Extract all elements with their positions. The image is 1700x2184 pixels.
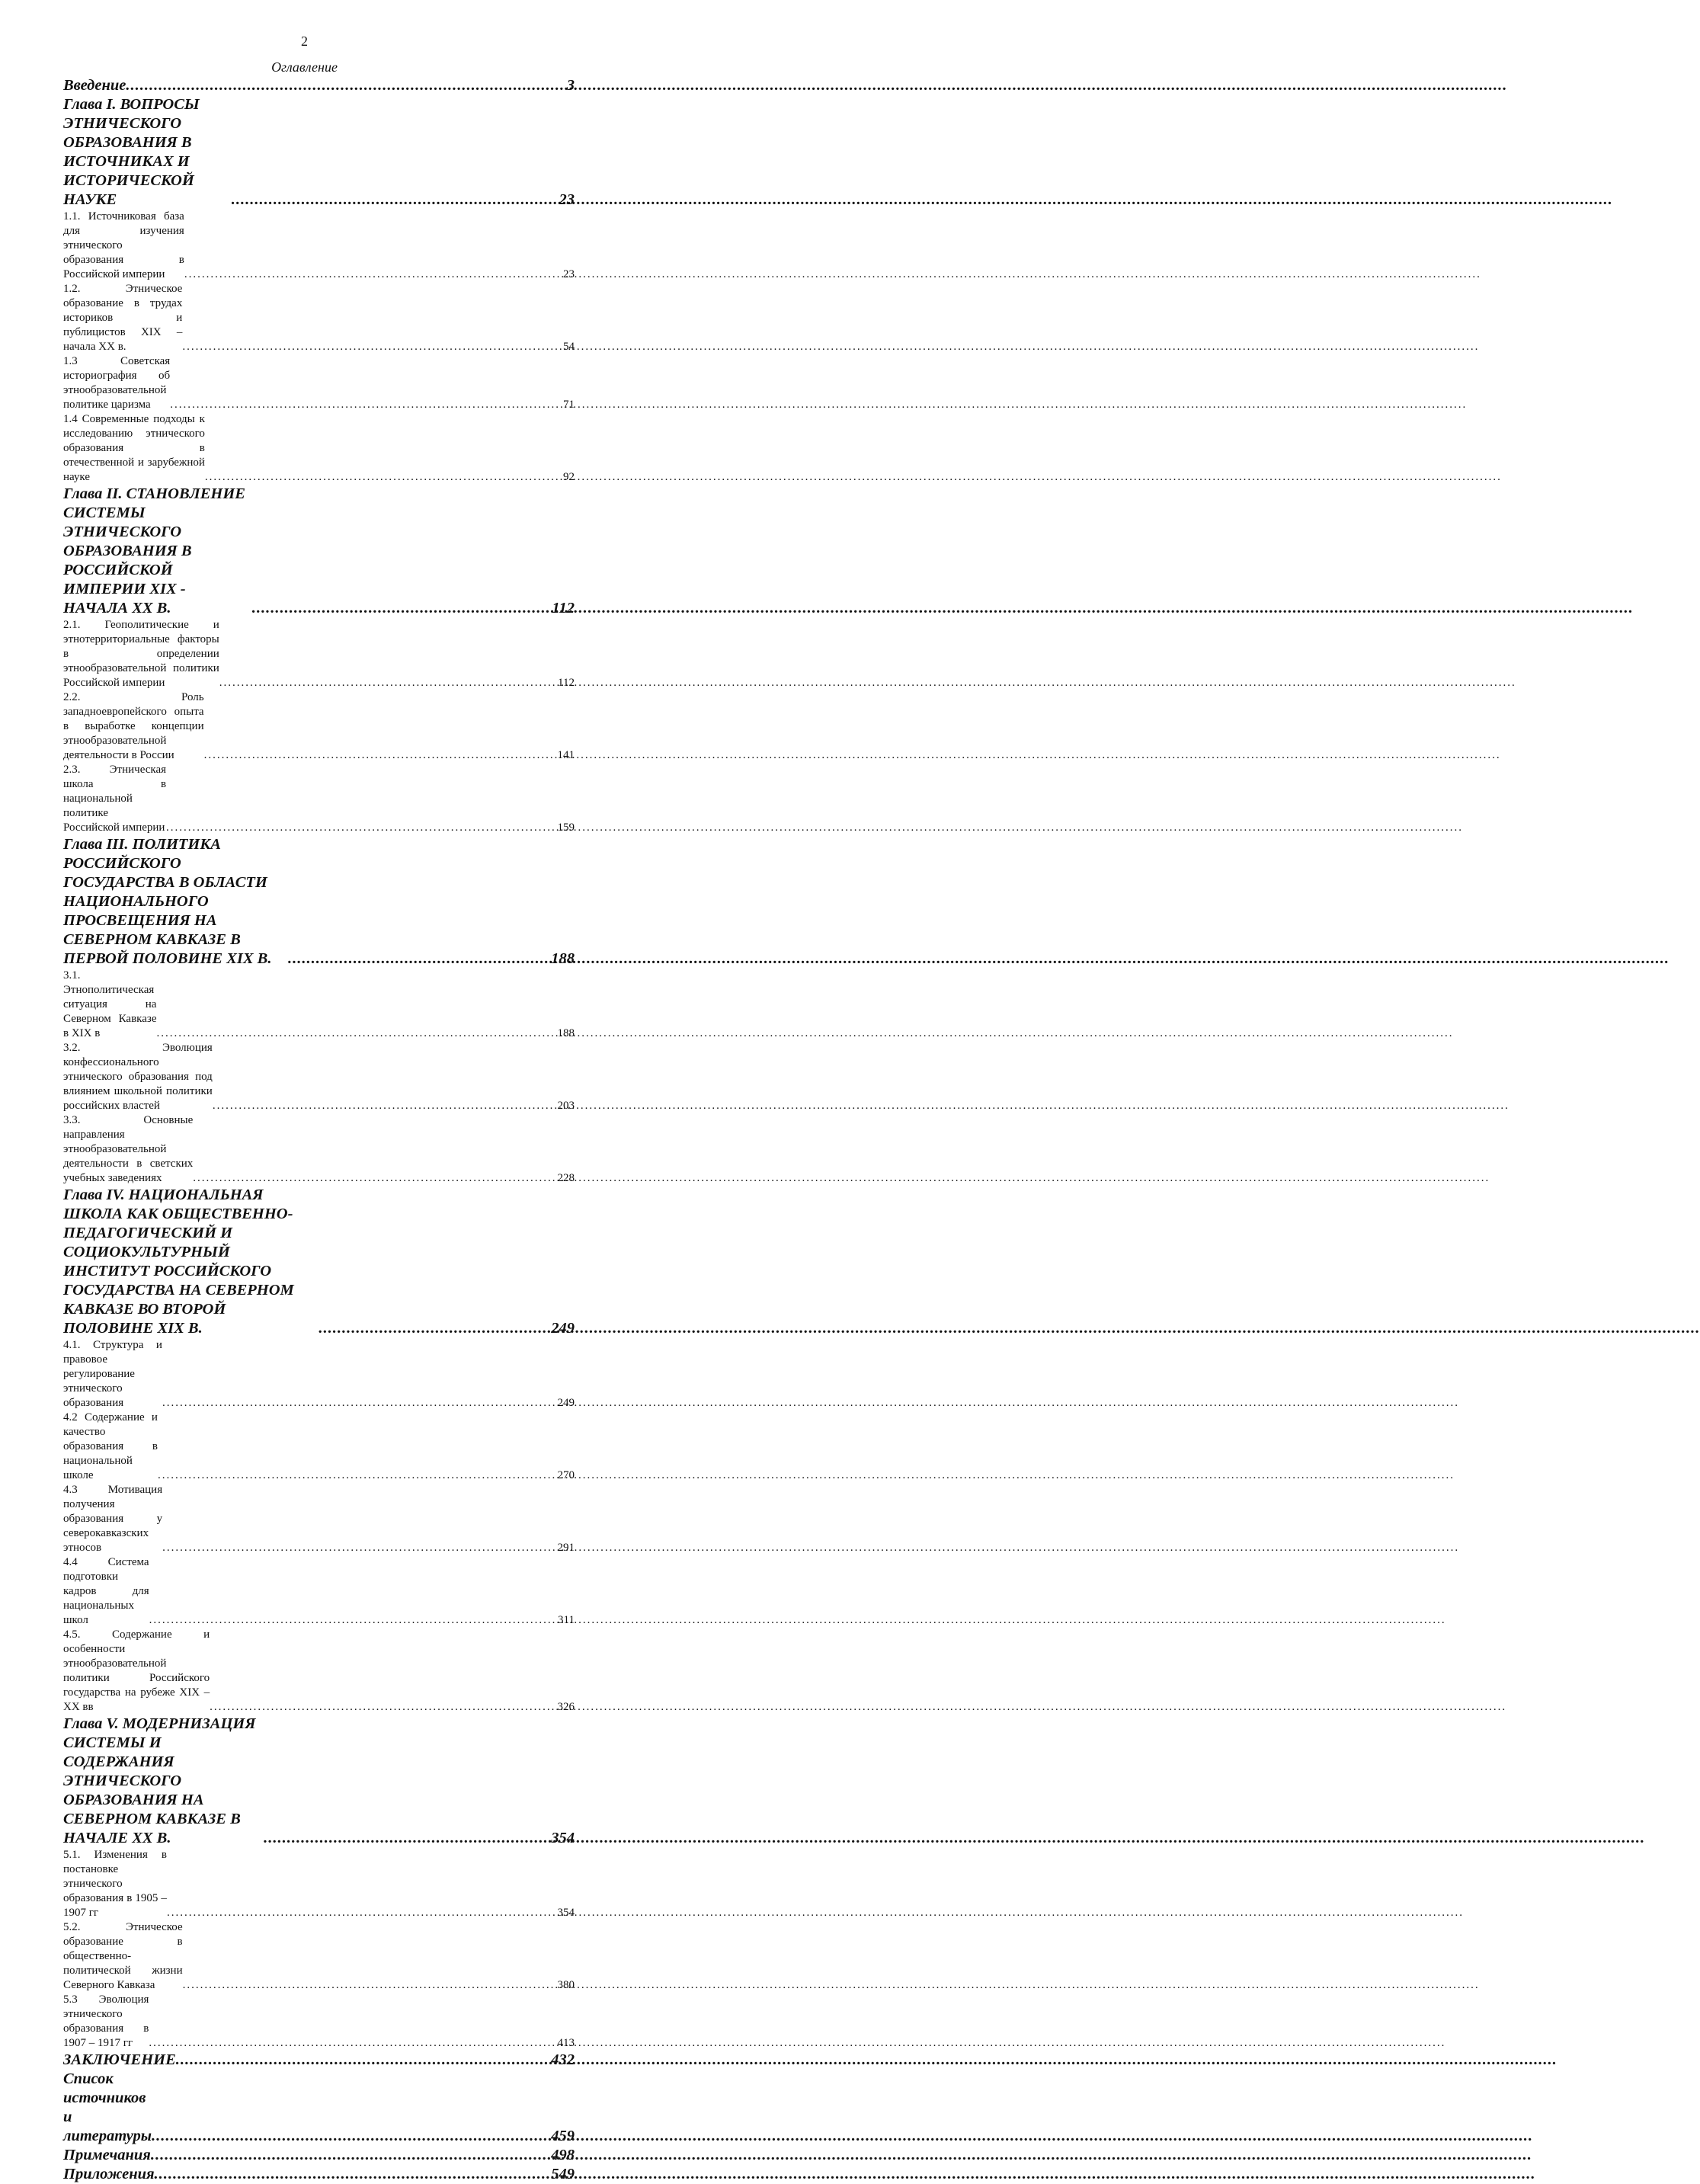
toc-dot-leader — [204, 748, 556, 763]
toc-dot-leader — [182, 340, 562, 354]
toc-entry-label: Глава I. ВОПРОСЫ ЭТНИЧЕСКОГО ОБРАЗОВАНИЯ В ИСТОЧНИКАХ И ИСТОРИЧЕСКОЙ НАУКЕ — [63, 96, 200, 208]
toc-entry-page: 71 — [563, 399, 575, 411]
toc-section-entry[interactable] — [63, 1920, 575, 1993]
toc-section-entry[interactable] — [63, 354, 575, 412]
toc-dot-leader — [151, 2146, 549, 2165]
toc-section-entry[interactable] — [63, 1041, 575, 1113]
toc-section-entry[interactable] — [63, 282, 575, 354]
toc-section-entry[interactable] — [63, 1628, 575, 1715]
toc-section-entry[interactable] — [63, 1113, 575, 1186]
toc-section-entry[interactable] — [63, 1338, 575, 1411]
toc-dot-leader — [162, 1541, 555, 1555]
toc-dot-leader — [170, 398, 562, 412]
toc-entry-label: 4.3 Мотивация получения образования у северокавказских этносов — [63, 1484, 163, 1554]
toc-dot-leader — [184, 267, 562, 282]
toc-entry-page: 354 — [551, 1830, 575, 1846]
toc-chapter-entry[interactable] — [63, 2051, 575, 2070]
page-number: 2 — [301, 34, 308, 49]
toc-dot-leader — [149, 2036, 555, 2051]
toc-dot-leader — [252, 599, 551, 618]
toc-entry-page: 159 — [557, 821, 575, 834]
toc-entry-label: Примечания — [63, 2147, 151, 2163]
toc-entry-page: 112 — [552, 600, 575, 616]
toc-entry-label: Глава IV. НАЦИОНАЛЬНАЯ ШКОЛА КАК ОБЩЕСТВЕННО-ПЕДАГОГИЧЕСКИЙ И СОЦИОКУЛЬТУРНЫЙ ИНСТИТУТ РОССИЙСКОГО ГОСУДАРСТВА НА СЕВЕРНОМ КАВКАЗЕ ВО ВТОРОЙ ПОЛОВИНЕ XIX В. — [63, 1186, 294, 1337]
toc-entry-page: 23 — [559, 191, 575, 208]
toc-entry-label: 4.5. Содержание и особенности этнообразовательной политики Российского государства на рубеже XIX – XX вв — [63, 1628, 210, 1713]
toc-entry-page: 291 — [557, 1542, 575, 1554]
toc-entry-page: 549 — [551, 2166, 575, 2182]
toc-entry-label: 5.1. Изменения в постановке этнического образования в 1905 – 1907 гг — [63, 1849, 167, 1919]
toc-dot-leader — [219, 676, 556, 690]
toc-section-entry[interactable] — [63, 618, 575, 690]
toc-section-entry[interactable] — [63, 690, 575, 763]
toc-entry-label: ЗАКЛЮЧЕНИЕ — [63, 2051, 176, 2068]
toc-entry-label: 4.1. Структура и правовое регулирование этнического образования — [63, 1339, 162, 1409]
toc-entry-label: 2.2. Роль западноевропейского опыта в выработке концепции этнообразовательной деятельности в России — [63, 691, 204, 761]
toc-entry-label: 4.2 Содержание и качество образования в национальной школе — [63, 1411, 158, 1481]
table-of-contents — [63, 76, 575, 2184]
toc-entry-page: 326 — [557, 1701, 575, 1713]
toc-entry-page: 203 — [557, 1100, 575, 1112]
toc-entry-page: 380 — [557, 1979, 575, 1991]
toc-entry-label: 3.3. Основные направления этнообразовательной деятельности в светских учебных заведениях — [63, 1114, 194, 1184]
toc-dot-leader — [264, 1829, 549, 1848]
toc-entry-label: 1.2. Этническое образование в трудах историков и публицистов XIX – начала XX в. — [63, 283, 183, 353]
toc-dot-leader — [205, 470, 562, 485]
toc-chapter-entry[interactable] — [63, 76, 575, 95]
toc-entry-page: 354 — [557, 1907, 575, 1919]
toc-entry-page: 3 — [566, 77, 575, 94]
toc-entry-page: 498 — [551, 2147, 575, 2163]
toc-entry-page: 54 — [563, 341, 575, 353]
toc-chapter-entry[interactable] — [63, 835, 575, 969]
toc-section-entry[interactable] — [63, 1848, 575, 1920]
toc-chapter-entry[interactable] — [63, 1186, 575, 1338]
toc-dot-leader — [158, 1468, 556, 1483]
toc-entry-label: Введение — [63, 77, 126, 94]
toc-section-entry[interactable] — [63, 1993, 575, 2051]
toc-entry-page: 141 — [557, 749, 575, 761]
toc-entry-label: 5.2. Этническое образование в общественно-политической жизни Северного Кавказа — [63, 1921, 183, 1991]
toc-section-entry[interactable] — [63, 969, 575, 1041]
toc-dot-leader — [156, 1026, 555, 1041]
toc-dot-leader — [232, 191, 558, 210]
toc-dot-leader — [193, 1171, 555, 1186]
toc-entry-label: 5.3 Эволюция этнического образования в 1907 – 1917 гг — [63, 1993, 149, 2049]
toc-entry-page: 311 — [558, 1614, 575, 1626]
toc-entry-label: 1.4 Современные подходы к исследованию этнического образования в отечественной и зарубежной науке — [63, 413, 205, 483]
toc-section-entry[interactable] — [63, 412, 575, 485]
toc-chapter-entry[interactable] — [63, 95, 575, 210]
toc-entry-page: 112 — [558, 677, 575, 689]
toc-entry-label: Глава II. СТАНОВЛЕНИЕ СИСТЕМЫ ЭТНИЧЕСКОГО ОБРАЗОВАНИЯ В РОССИЙСКОЙ ИМПЕРИИ XIX - НАЧАЛА XX В. — [63, 485, 245, 616]
toc-chapter-entry[interactable] — [63, 1715, 575, 1848]
toc-dot-leader — [149, 1613, 556, 1628]
toc-dot-leader — [288, 949, 549, 969]
toc-dot-leader — [126, 76, 565, 95]
toc-entry-label: 1.3 Советская историография об этнообразовательной политике царизма — [63, 355, 171, 411]
toc-entry-label: 4.4 Система подготовки кадров для национальных школ — [63, 1556, 149, 1626]
toc-entry-page: 23 — [563, 268, 575, 280]
toc-entry-page: 413 — [557, 2037, 575, 2049]
toc-dot-leader — [167, 1906, 556, 1920]
toc-entry-label: Список источников и литературы — [63, 2070, 152, 2144]
toc-entry-label: 2.3. Этническая школа в национальной политике Российской империи — [63, 764, 167, 834]
toc-entry-label: Глава V. МОДЕРНИЗАЦИЯ СИСТЕМЫ И СОДЕРЖАНИЯ ЭТНИЧЕСКОГО ОБРАЗОВАНИЯ НА СЕВЕРНОМ КАВКАЗЕ В НАЧАЛЕ XX В. — [63, 1715, 256, 1846]
toc-section-entry[interactable] — [63, 763, 575, 835]
toc-heading: Оглавление — [271, 59, 338, 75]
toc-section-entry[interactable] — [63, 1483, 575, 1555]
toc-section-entry[interactable] — [63, 210, 575, 282]
toc-dot-leader — [166, 821, 555, 835]
toc-entry-label: 2.1. Геополитические и этнотерриториальные факторы в определении этнообразовательной политики Российской империи — [63, 619, 219, 689]
toc-dot-leader — [155, 2165, 550, 2184]
toc-entry-label: Глава III. ПОЛИТИКА РОССИЙСКОГО ГОСУДАРСТВА В ОБЛАСТИ НАЦИОНАЛЬНОГО ПРОСВЕЩЕНИЯ НА СЕВЕРНОМ КАВКАЗЕ В ПЕРВОЙ ПОЛОВИНЕ XIX В. — [63, 836, 272, 967]
toc-dot-leader — [183, 1978, 556, 1993]
toc-section-entry[interactable] — [63, 1411, 575, 1483]
toc-dot-leader — [213, 1099, 556, 1113]
toc-chapter-entry[interactable] — [63, 2165, 575, 2184]
toc-dot-leader — [152, 2127, 549, 2146]
toc-entry-page: 92 — [563, 471, 575, 483]
toc-section-entry[interactable] — [63, 1555, 575, 1628]
toc-chapter-entry[interactable] — [63, 2146, 575, 2165]
toc-entry-page: 270 — [557, 1469, 575, 1481]
toc-chapter-entry[interactable] — [63, 2070, 575, 2146]
toc-entry-page: 228 — [557, 1172, 575, 1184]
toc-entry-page: 188 — [551, 950, 575, 967]
toc-dot-leader — [210, 1700, 555, 1715]
toc-entry-label: 3.2. Эволюция конфессионального этнического образования под влиянием школьной политики российских властей — [63, 1042, 213, 1112]
toc-entry-page: 459 — [551, 2128, 575, 2144]
toc-entry-page: 188 — [557, 1027, 575, 1039]
toc-entry-label: 3.1. Этнополитическая ситуация на Северном Кавказе в XIX в — [63, 969, 157, 1039]
toc-dot-leader — [162, 1396, 556, 1411]
toc-entry-page: 249 — [557, 1397, 575, 1409]
toc-entry-page: 249 — [551, 1320, 575, 1337]
toc-chapter-entry[interactable] — [63, 485, 575, 618]
toc-dot-leader — [176, 2051, 549, 2070]
toc-dot-leader — [319, 1319, 549, 1338]
toc-entry-label: 1.1. Источниковая база для изучения этнического образования в Российской империи — [63, 210, 184, 280]
toc-entry-page: 432 — [551, 2051, 575, 2068]
toc-entry-label: Приложения — [63, 2166, 155, 2182]
